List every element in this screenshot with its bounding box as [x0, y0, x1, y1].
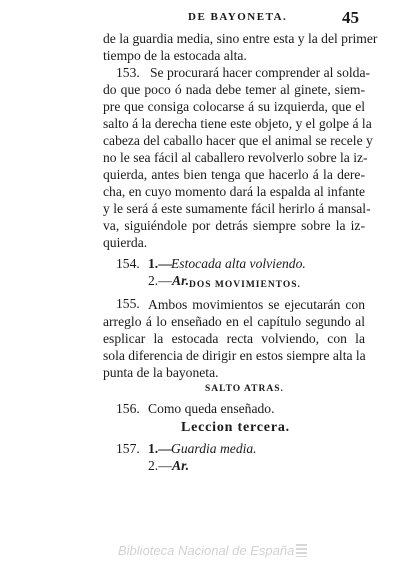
section-heading-dos-movimientos: DOS MOVIMIENTOS.	[189, 280, 301, 290]
para-153-line: va, siguiéndole por detrás siempre sobre la iz-	[103, 218, 365, 233]
para-153-line: no le sea fácil al caballero revolverlo sobre la iz-	[103, 150, 368, 165]
para-157-step2-number: 2.—	[148, 458, 172, 473]
para-153-line: cha, en cuyo momento dará la espalda al infante	[103, 184, 365, 199]
para-157-step1-number: 1.—	[148, 441, 172, 456]
para-154-step2-number: 2.—	[148, 273, 172, 288]
para-154-step2-text: Ar.	[172, 273, 190, 288]
para-153-number: 153.	[116, 65, 140, 80]
para-154-step1-text: Estocada alta volviendo.	[171, 256, 306, 271]
para-156-number: 156.	[116, 401, 140, 416]
page-number: 45	[342, 8, 359, 27]
running-title: DE BAYONETA.	[188, 11, 288, 23]
section-heading-salto-atras: SALTO ATRAS.	[205, 384, 284, 394]
para-155-line: sola diferencia de dirigir en estos siempre alta la	[103, 348, 366, 363]
para-153-line: pre que consiga colocarse á su izquierda, que el	[103, 99, 365, 114]
para-153-line: quierda, antes bien tenga que hacerlo á la dere-	[103, 167, 365, 182]
para-155-line: punta de la bayoneta.	[103, 365, 219, 380]
page-header	[0, 8, 414, 26]
lesson-heading: Leccion tercera.	[181, 420, 290, 435]
para-153-line: salto á la derecha tiene este objeto, y el golpe á la	[103, 116, 372, 131]
para-155-number: 155.	[116, 296, 140, 311]
para-153-line: y le será á este sumamente fácil herirlo á mansal-	[103, 201, 371, 216]
para-157-number: 157.	[116, 441, 140, 456]
para-153-line: do que poco ó nada debe temer al ginete, siem-	[103, 82, 365, 97]
para-155-line: Ambos movimientos se ejecutarán con	[148, 297, 365, 312]
para-153-line: cabeza del caballo hacer que el animal se recele y	[103, 133, 373, 148]
library-logo-icon	[296, 544, 307, 557]
para-153-line: quierda.	[103, 235, 148, 250]
para-155-line: esplicar la estocada recta volviendo, con la	[103, 331, 365, 346]
para-157-step1-text: Guardia media.	[171, 441, 257, 456]
para-155-line: arreglo á lo enseñado en el capítulo segundo al	[103, 314, 365, 329]
para-154-number: 154.	[116, 256, 140, 271]
continued-line-1: de la guardia media, sino entre esta y la del primer	[103, 31, 378, 46]
continued-line-2: tiempo de la estocada alta.	[103, 48, 247, 63]
para-154-step1-number: 1.—	[148, 256, 172, 271]
para-156-text: Como queda enseñado.	[148, 401, 275, 416]
para-157-step2-text: Ar.	[172, 458, 190, 473]
para-153-line: Se procurará hacer comprender al solda-	[150, 65, 371, 80]
library-watermark: Biblioteca Nacional de España	[118, 543, 295, 558]
